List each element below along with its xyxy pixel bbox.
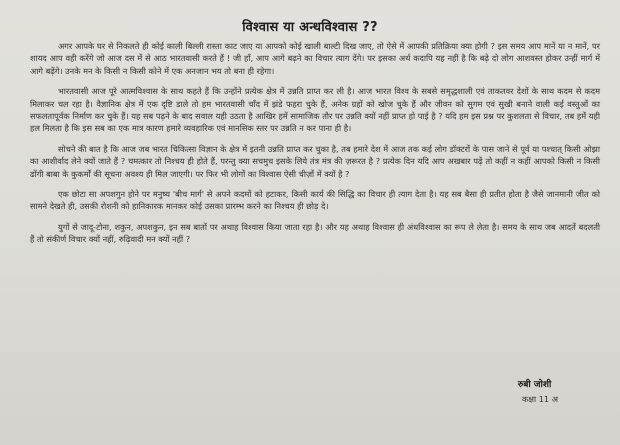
paragraph-2: भारतवासी आज पूरे आत्मविश्वास के साथ कहते हैं कि उन्होंने प्रत्येक क्षेत्र में उन्नति प्राप्त कर ली है। आज भारत विश्व के सबसे समृद्धशाली एवं ताकतवर देशों के साथ कदम से कदम मिलाकर चल रहा है। वैज्ञानिक क्षेत्र में एक दृष्टि डाले तो हम भारतवासी चाँद में झंडे फहरा चुके हैं, अनेक ग्रहों को खोज चुके हैं और जीवन को सुगम एवं सुखी बनाने वाली कई वस्तुओं का सफलतापूर्वक निर्माण कर चुके हैं। यह सब पढ़ने के बाद सवाल यही उठता है आखिर हमें सामाजिक तौर पर उन्नति क्यों नहीं प्राप्त हो पाई है ? यदि हम इस प्रश्न पर कुशलता से विचार, तब हमें यही हल मिलता है कि इस सब का एक मात्र कारण हमारे व्यवहारिक एवं मानसिक स्तर पर उन्नति न कर पाना ही है। — [30, 86, 600, 134]
paragraph-1: अगर आपके घर से निकलते ही कोई काली बिल्ली रास्ता काट जाए या आपको कोई खाली बाल्टी दिख जाए, तो ऐसे में आपकी प्रतिक्रिया क्या होगी ? इस समय आप मानें या न मानें, पर शायद आप वही करेंगे जो आज दस में से आठ भारतवासी करते हैं ! जी हाँ, आप आगे बढ़ने का विचार त्याग देंगे। पर इसका अर्थ कदापि यह नहीं है कि बढ़े दो लोग आशवस्त होकर उन्हीं मार्ग में आगे बढ़ेंगे। उनके मन के किसी न किसी कोने में एक अनजान भय तो बना ही रहेगा। — [30, 41, 600, 76]
author-name: रुबी जोशी — [517, 380, 552, 390]
page-title: विश्वास या अन्धविश्वास ?? — [242, 20, 378, 35]
author-class: कक्षा 11 अ — [521, 394, 558, 404]
essay-body — [30, 40, 600, 254]
author-signature — [518, 378, 558, 406]
paragraph-5: युगों से जादू-टोना, शकुन, अपशकुन, इन सब बातों पर अथाह विश्वास किया जाता रहा है। और यह अथाह विश्वास ही अंधविश्वास का रूप ले लेता है। समय के साथ जब आदतें बदलती हैं तो संकीर्ण विचार क्यों नहीं, रुढ़िवादी मन क्यों नहीं ? — [30, 221, 600, 245]
paragraph-3: सोचने की बात है कि आज जब भारत चिकित्सा विज्ञान के क्षेत्र में इतनी उन्नति प्राप्त कर चुका है, तब हमारे देश में आज तक कई लोग डॉक्टरों के पास जाने से पूर्व या पश्चात् किसी ओझा का आशीर्वाद लेने क्यों जाते हैं ? चमत्कार तो निश्चय ही होते हैं, परन्तु क्या सचमुच इसके लिये तंत्र मंत्र की ज़रूरत है ? प्रत्येक दिन यदि आप अखबार पढ़ें तो कहीं न कहीं आपको किसी न किसी ढोंगी बाबा के कुकर्मों की सूचना अवश्य ही मिल जाएगी। पर फिर भी लोगों का विश्वास ऐसी चीज़ों में क्यों है ? — [30, 143, 600, 179]
paragraph-4: एक छोटा सा अपशगुन होने पर मनुष्य 'बीच मार्ग' से अपने कदमों को हटाकर, किसी कार्य की सिद्धि का विचार ही त्याग देता है। यह सब बैसा ही प्रतीत होता है जैसे जानमानी जीत को सामने देखते ही, उसकी रोशनी को हानिकारक मानकर कोई उसका प्रारम्भ करने का निश्चय ही छोड़ दे। — [30, 189, 600, 212]
